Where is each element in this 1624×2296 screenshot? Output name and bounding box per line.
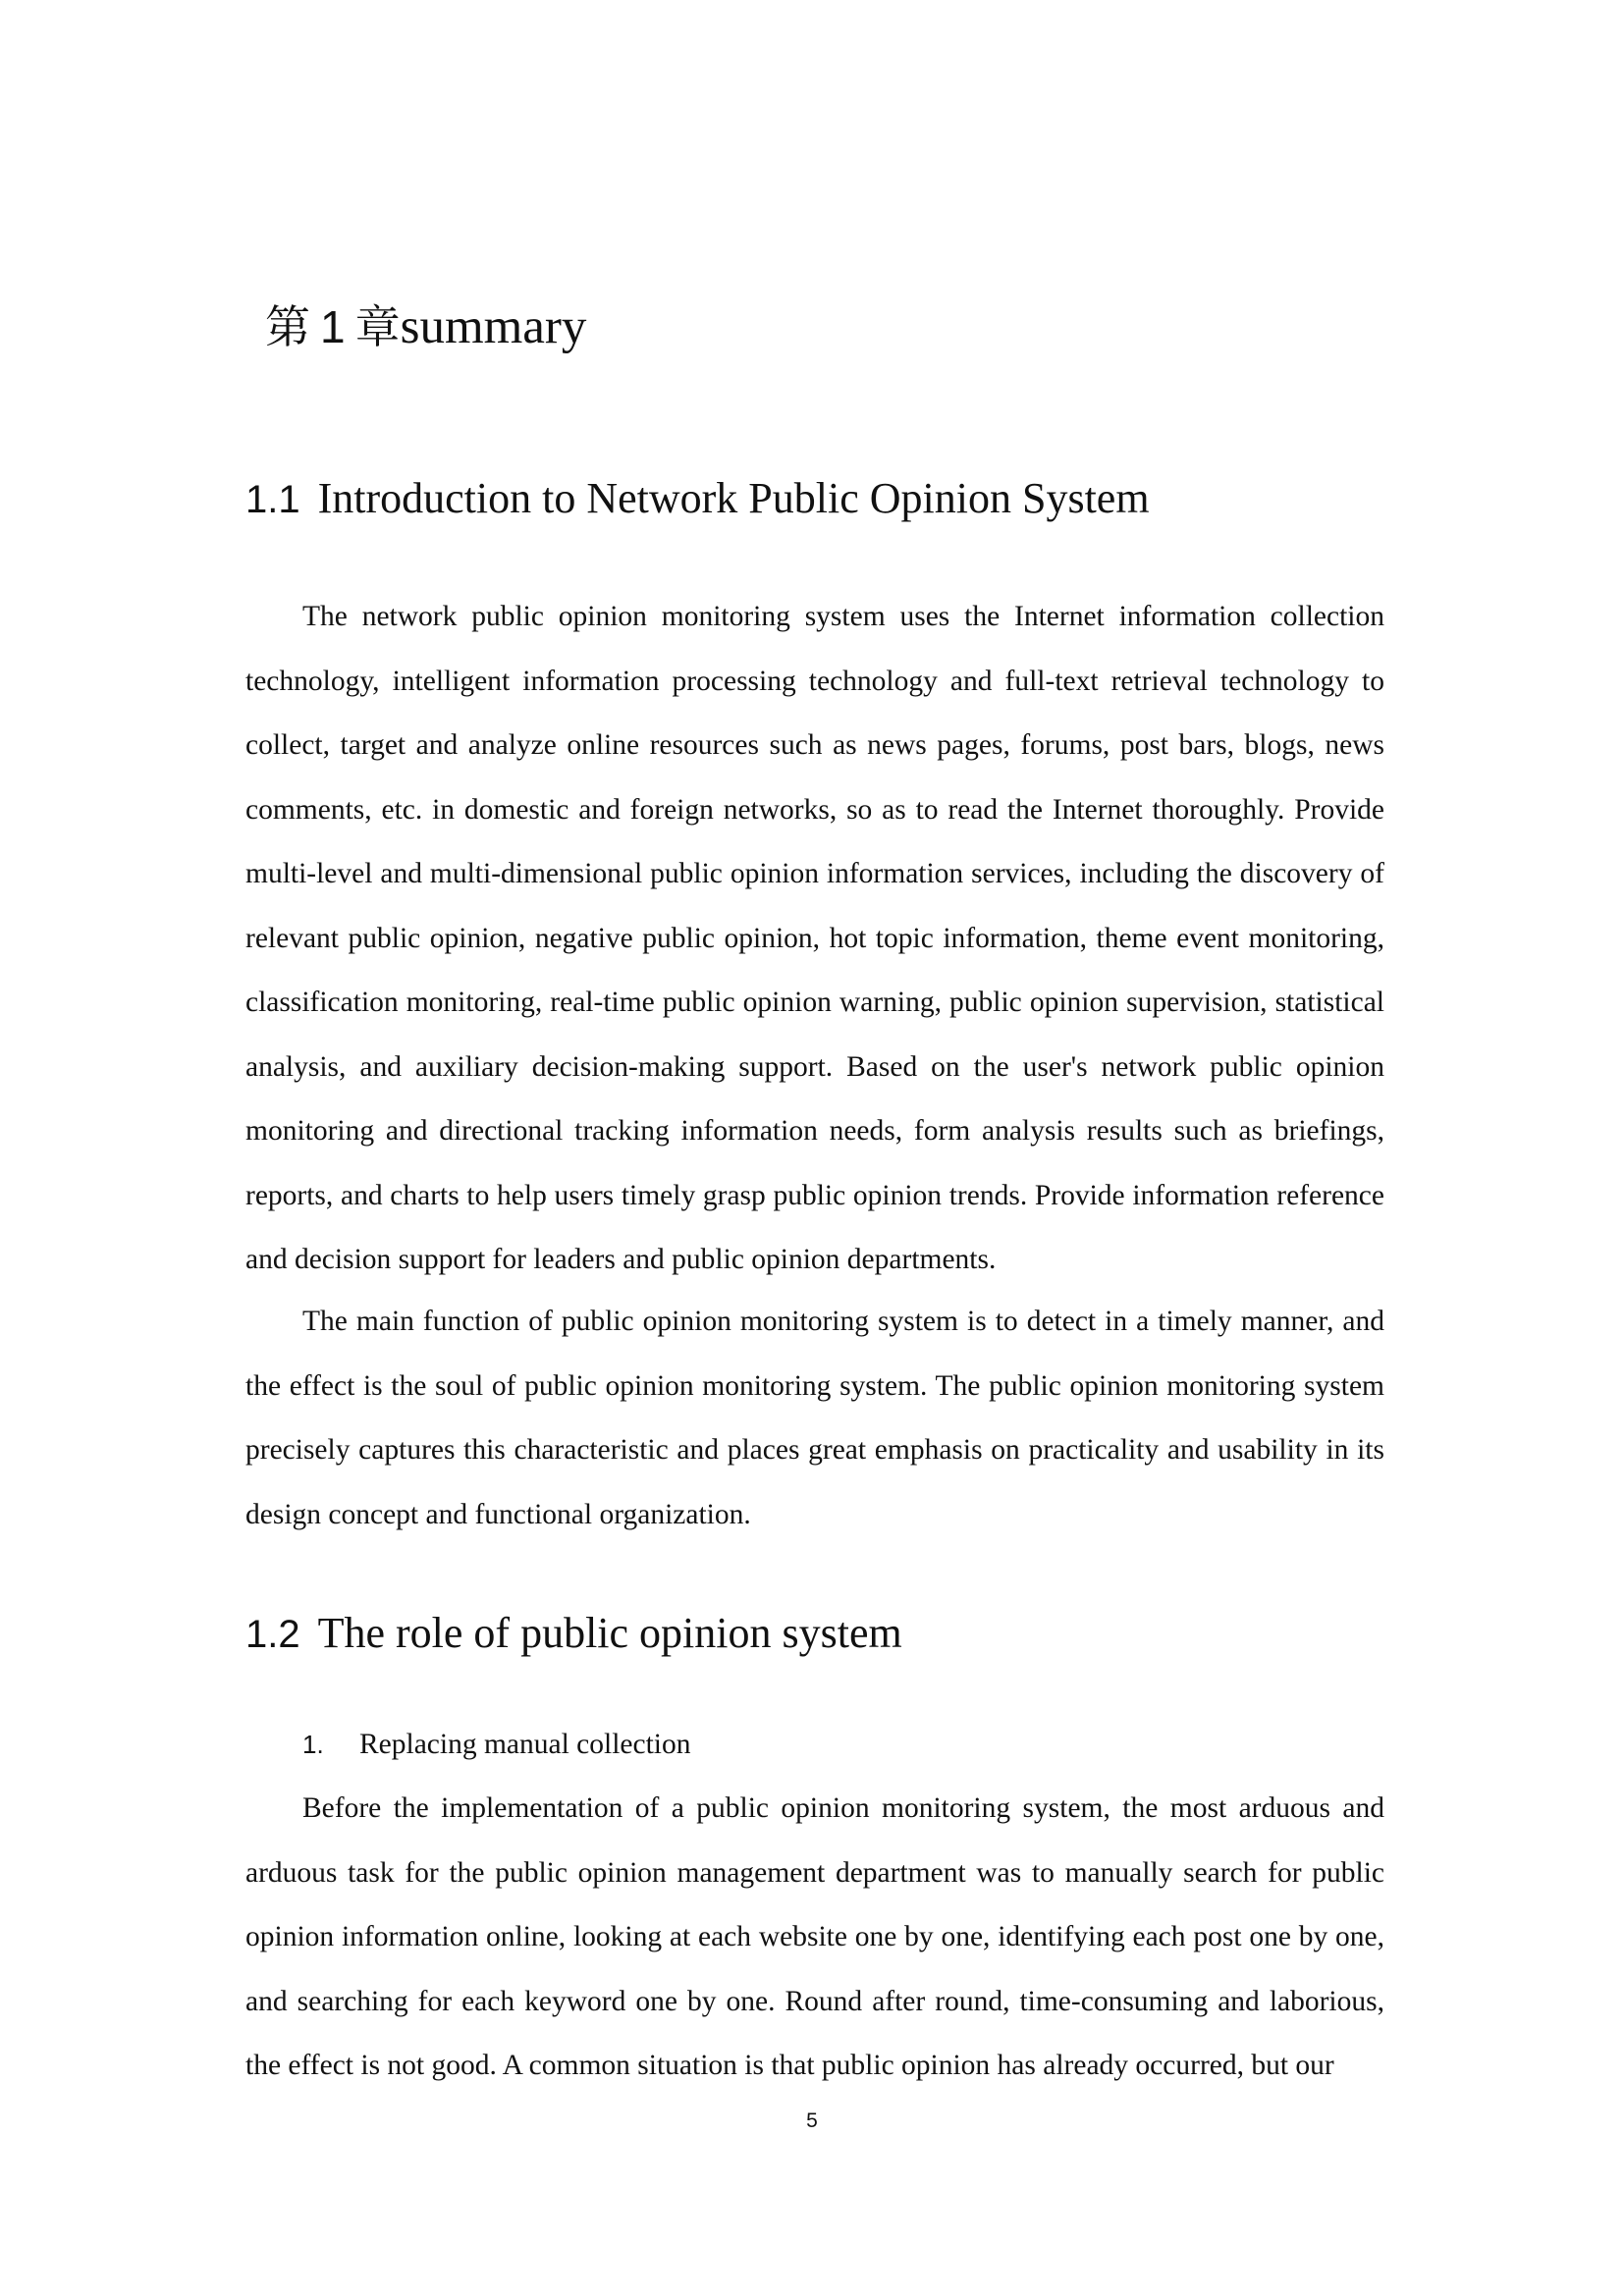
list-marker: 1.: [302, 1730, 324, 1759]
page-number: 5: [806, 2109, 818, 2132]
section-title: Introduction to Network Public Opinion System: [317, 474, 1150, 522]
chapter-number: 1: [320, 301, 346, 352]
chapter-title: [265, 293, 586, 361]
chapter-suffix: 章: [354, 300, 401, 353]
chapter-name: summary: [400, 299, 587, 354]
list-item-text: Replacing manual collection: [359, 1729, 691, 1760]
body-paragraph: The main function of public opinion monitoring system is to detect in a timely manner, and the effect is the soul of public opinion monitoring system. The public opinion monitoring system precisely captures this characteristic and places great emphasis on practicality and usability in its design concept and functional organization.: [245, 1306, 1384, 1530]
list-item: [302, 1713, 691, 1777]
section-title: The role of public opinion system: [317, 1609, 902, 1657]
section-number: 1.1: [245, 478, 300, 521]
body-paragraph: The network public opinion monitoring system uses the Internet information collection technology, intelligent information processing technology and full-text retrieval technology to collect, target and analyze online resources such as news pages, forums, post bars, blogs, news comments, etc. in domestic and foreign networks, so as to read the Internet thoroughly. Provide multi-level and multi-dimensional public opinion information services, including the discovery of relevant public opinion, negative public opinion, hot topic information, theme event monitoring, classification monitoring, real-time public opinion warning, public opinion supervision, statistical analysis, and auxiliary decision-making support. Based on the user's network public opinion monitoring and directional tracking information needs, form analysis results such as briefings, reports, and charts to help users timely grasp public opinion trends. Provide information reference and decision support for leaders and public opinion departments.: [245, 601, 1384, 1275]
section-number: 1.2: [245, 1613, 300, 1656]
section-heading-1-1: [245, 469, 1150, 529]
chapter-prefix: 第: [265, 300, 310, 353]
section-heading-1-2: [245, 1604, 902, 1664]
body-paragraph: Before the implementation of a public opinion monitoring system, the most arduous and arduous task for the public opinion management department was to manually search for public opinion information online, looking at each website one by one, identifying each post one by one, and searching for each keyword one by one. Round after round, time-consuming and laborious, the effect is not good. A common situation is that public opinion has already occurred, but our: [245, 1792, 1384, 2081]
